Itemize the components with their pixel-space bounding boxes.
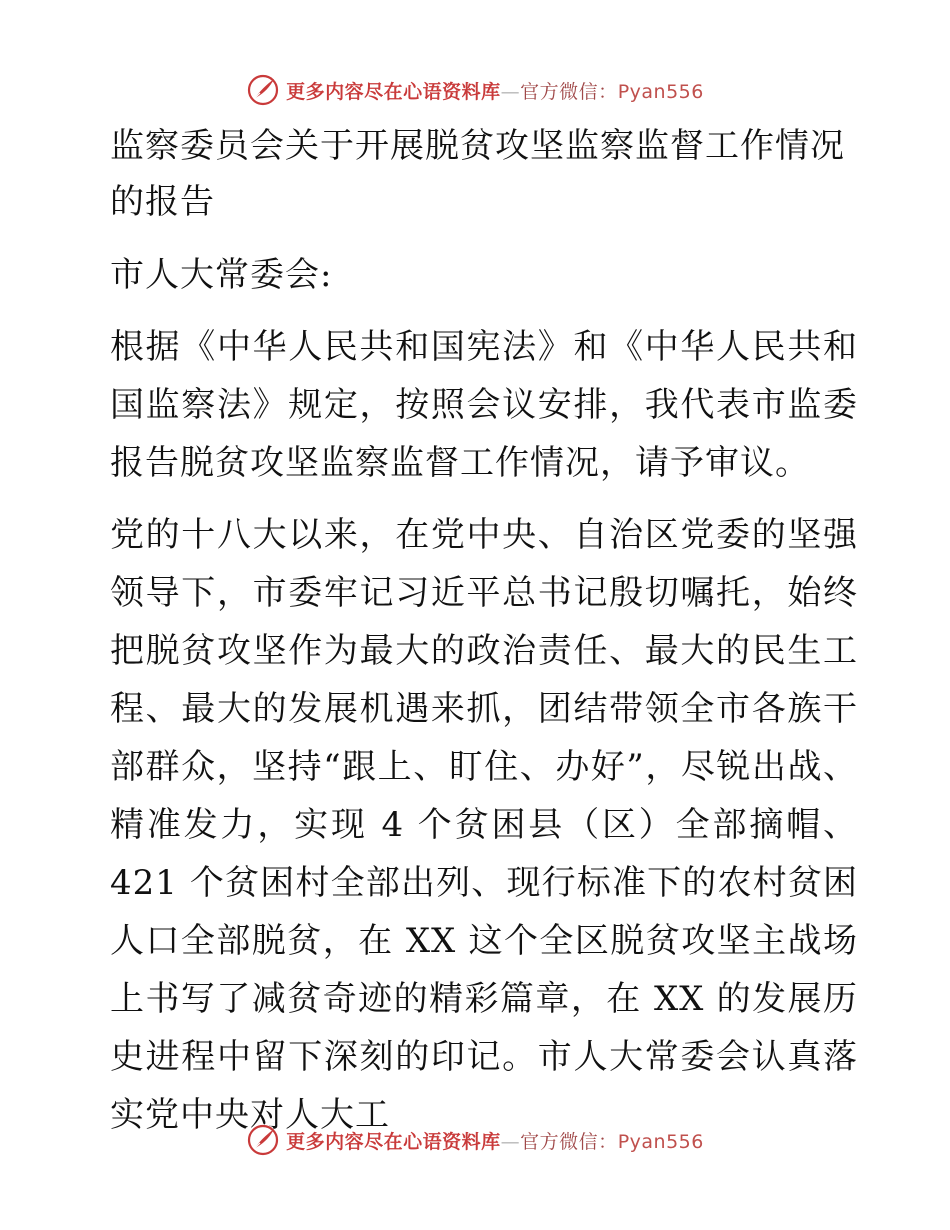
watermark-wechat-id: Pyan556 bbox=[617, 1130, 704, 1153]
document-paragraph-1: 根据《中华人民共和国宪法》和《中华人民共和国监察法》规定，按照会议安排，我代表市监委报告脱贫攻坚监察监督工作情况，请予审议。 bbox=[110, 327, 858, 483]
document-title: 监察委员会关于开展脱贫攻坚监察监督工作情况的报告 bbox=[110, 126, 845, 222]
header-watermark bbox=[0, 70, 950, 110]
watermark-sub-text: 官方微信： bbox=[520, 80, 618, 103]
watermark-main-text: 更多内容尽在心语资料库 bbox=[286, 1130, 501, 1153]
watermark-wechat-id: Pyan556 bbox=[617, 80, 704, 103]
watermark-main-text: 更多内容尽在心语资料库 bbox=[286, 80, 501, 103]
watermark-dash: — bbox=[500, 1130, 521, 1153]
watermark-dash: — bbox=[500, 80, 521, 103]
document-body bbox=[98, 118, 858, 1158]
document-salutation: 市人大常委会: bbox=[110, 255, 333, 295]
watermark-sub-text: 官方微信： bbox=[520, 1130, 618, 1153]
document-paragraph-2: 党的十八大以来，在党中央、自治区党委的坚强领导下，市委牢记习近平总书记殷切嘱托，始终把脱贫攻坚作为最大的政治责任、最大的民生工程、最大的发展机遇来抓，团结带领全市各族干部群众，坚持“跟上、盯住、办好”，尽锐出战、精准发力，实现 4 个贫困县（区）全部摘帽、421 个贫困村全部出列、现行标准下的农村贫困人口全部脱贫，在 XX 这个全区脱贫攻坚主战场上书写了减贫奇迹的精彩篇章，在 XX 的发展历史进程中留下深刻的印记。市人大常委会认真落实党中央对人大工 bbox=[110, 515, 858, 1135]
footer-watermark bbox=[0, 1120, 950, 1160]
feather-pen-circle-icon bbox=[246, 1123, 280, 1157]
feather-pen-circle-icon bbox=[246, 73, 280, 107]
